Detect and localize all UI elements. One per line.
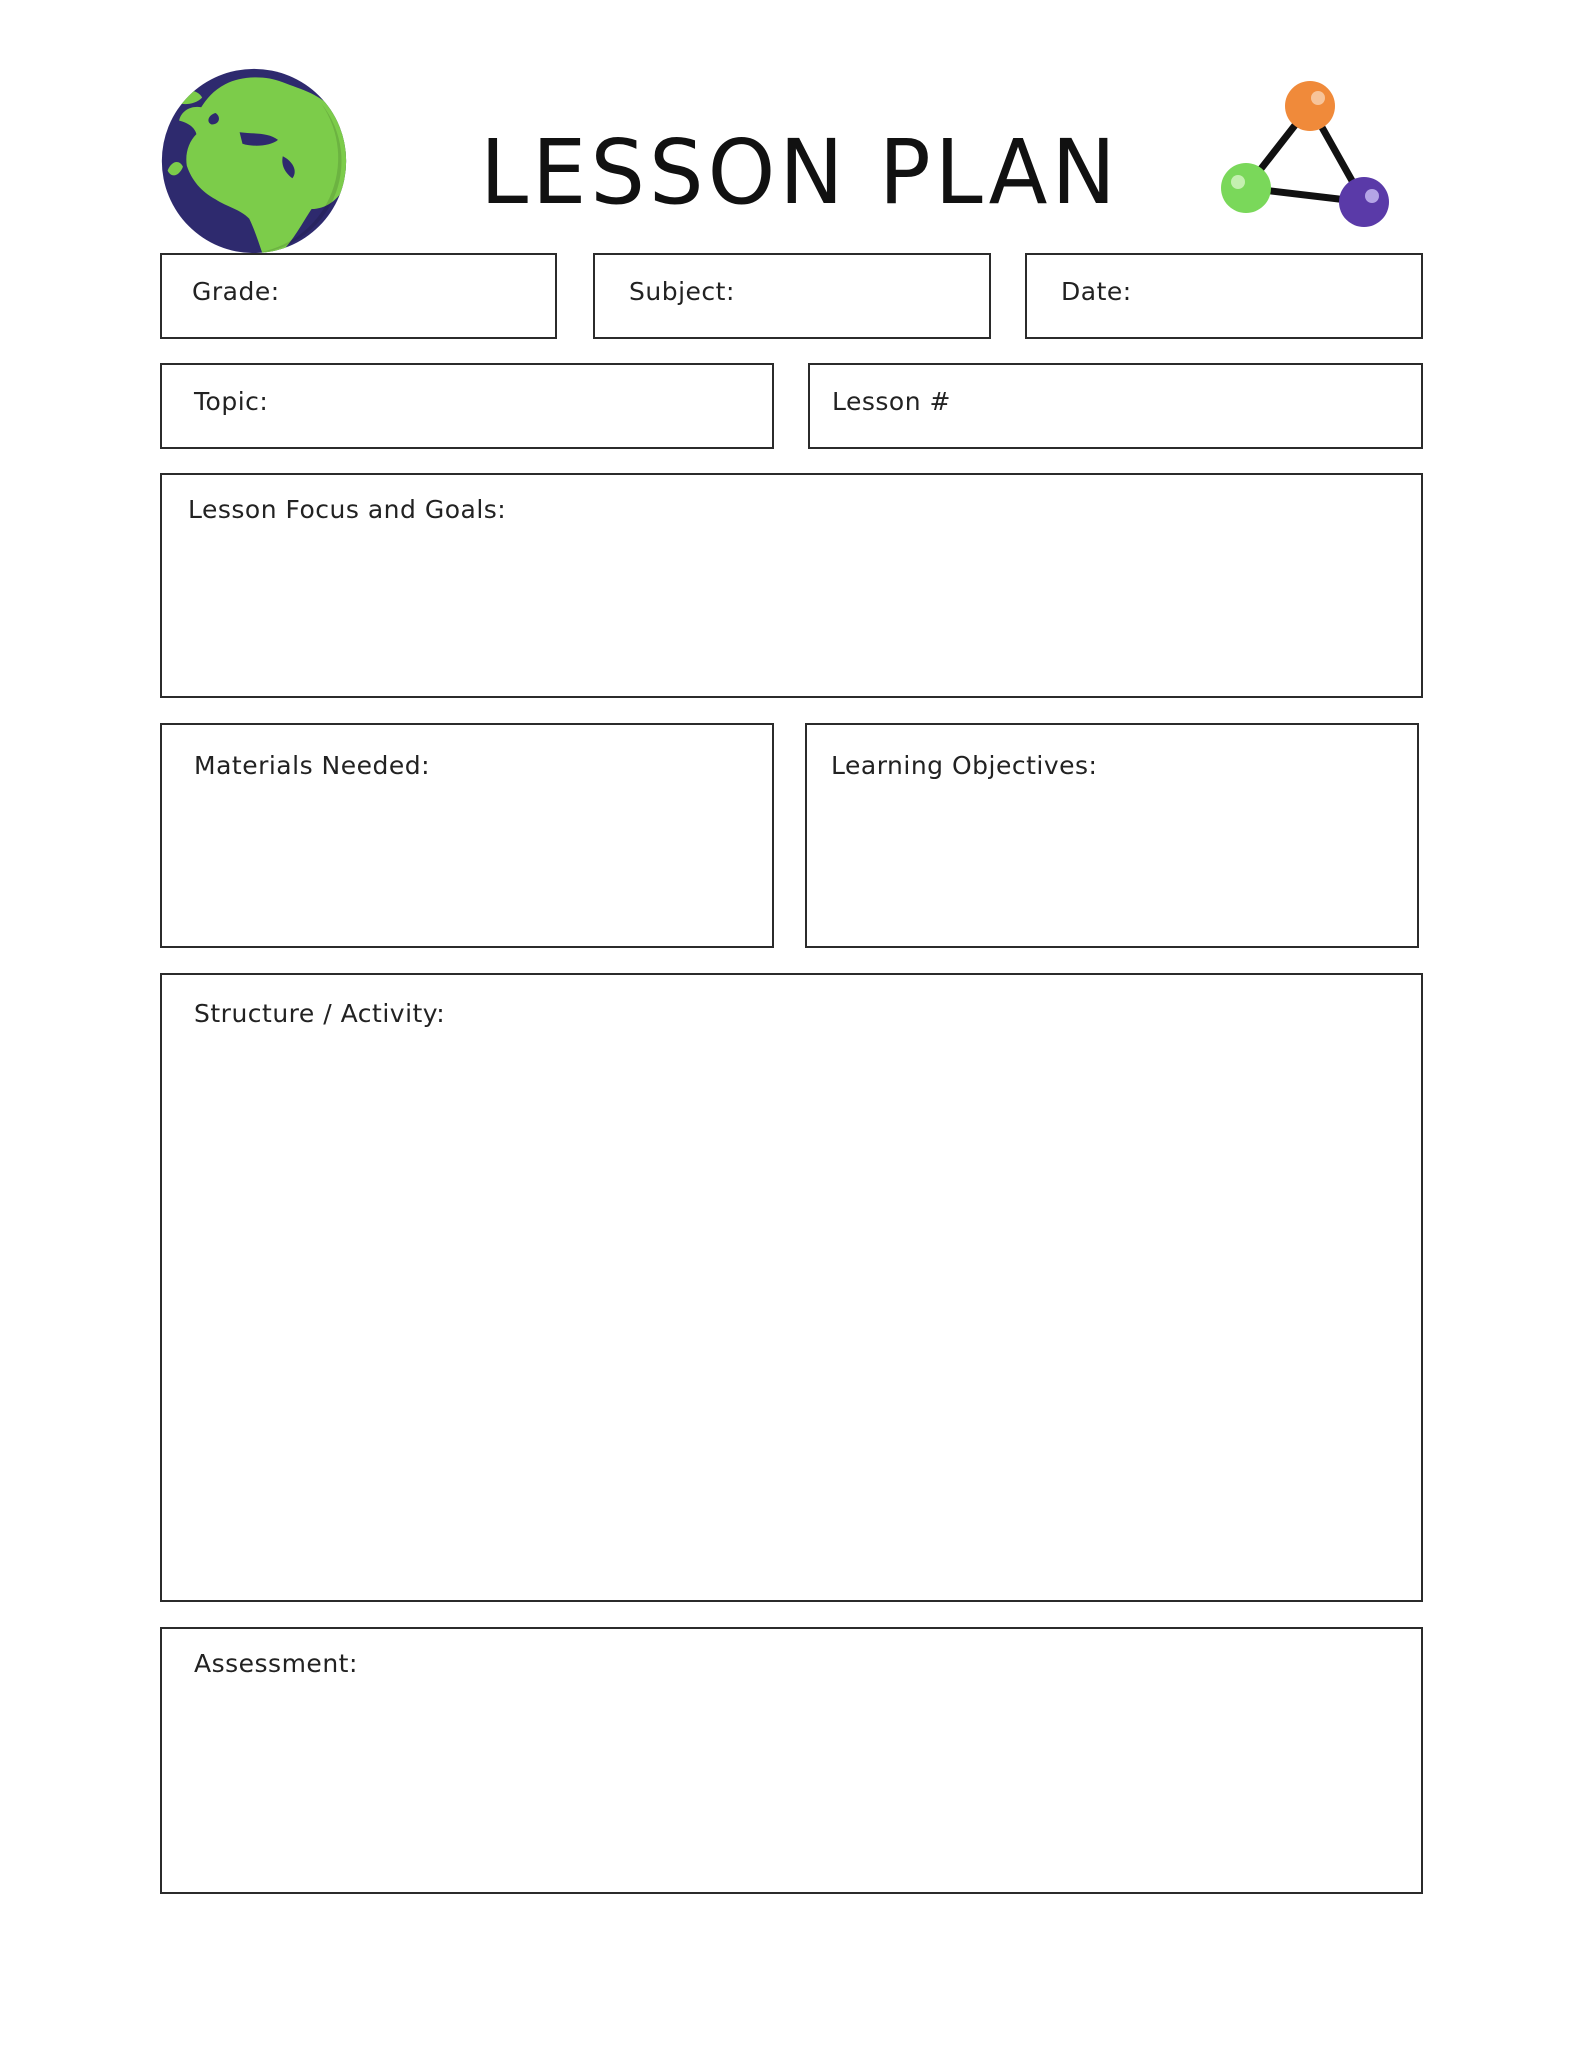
assessment-label: Assessment: [194,1649,358,1678]
lesson-number-field[interactable] [808,363,1423,449]
subject-label: Subject: [629,277,735,306]
date-field[interactable] [1025,253,1423,339]
subject-field[interactable] [593,253,991,339]
topic-label: Topic: [194,387,269,416]
focus-goals-field[interactable] [160,473,1423,698]
molecule-icon [1196,78,1416,238]
objectives-label: Learning Objectives: [831,751,1098,780]
assessment-field[interactable] [160,1627,1423,1894]
date-label: Date: [1061,277,1132,306]
materials-label: Materials Needed: [194,751,431,780]
structure-activity-label: Structure / Activity: [194,999,446,1028]
lesson-number-label: Lesson # [832,387,951,416]
globe-icon [158,65,350,257]
objectives-field[interactable] [805,723,1419,948]
grade-field[interactable] [160,253,557,339]
focus-goals-label: Lesson Focus and Goals: [188,495,507,524]
structure-activity-field[interactable] [160,973,1423,1602]
materials-field[interactable] [160,723,774,948]
topic-field[interactable] [160,363,774,449]
grade-label: Grade: [192,277,280,306]
page-title: LESSON PLAN [480,121,1120,225]
